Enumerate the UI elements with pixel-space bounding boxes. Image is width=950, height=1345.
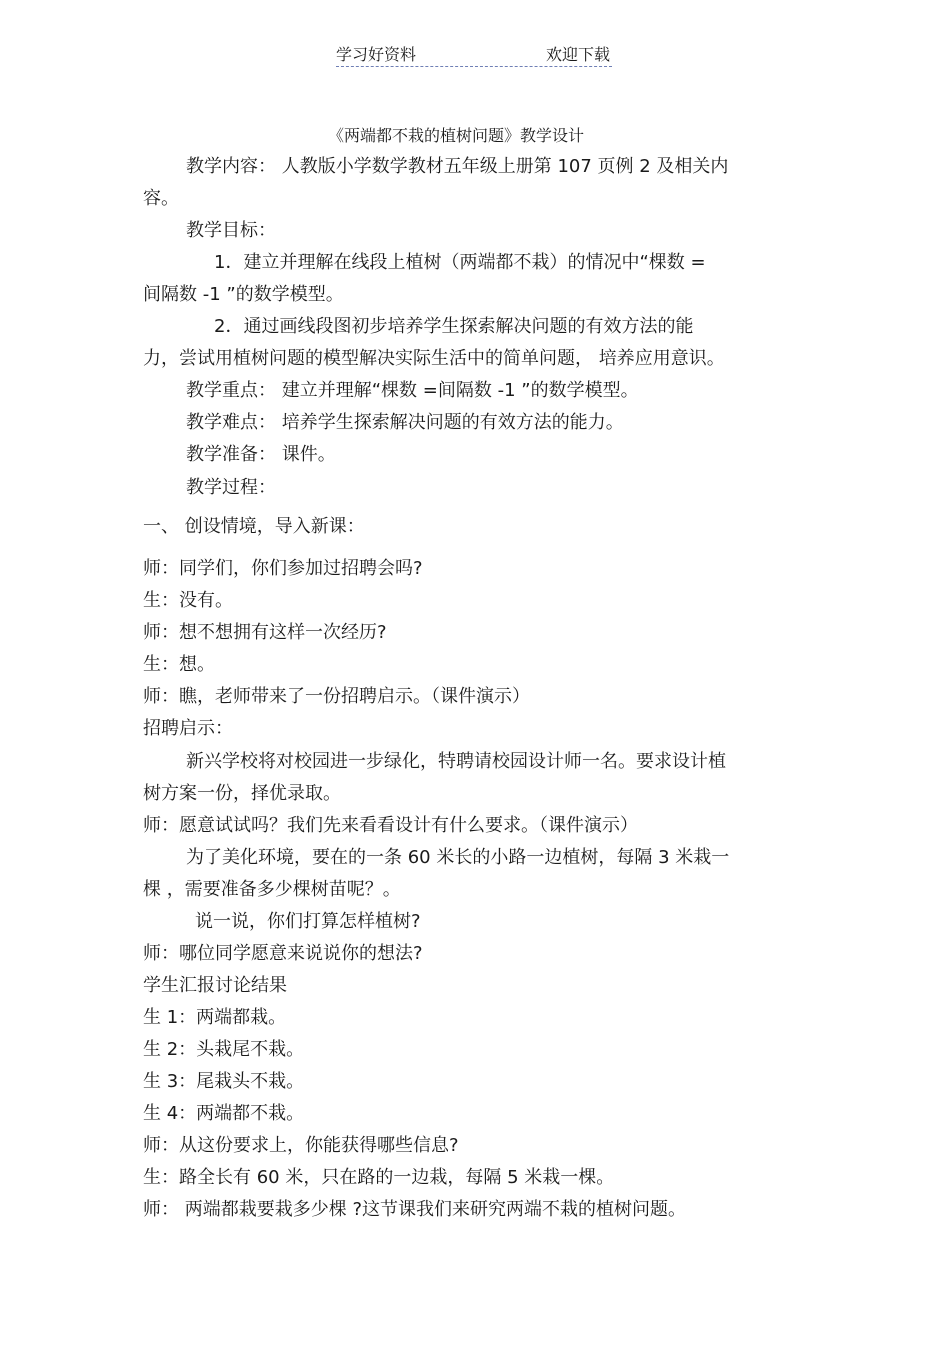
paragraph-line: 容。 <box>143 188 179 209</box>
paragraph-line: 棵 ，需要准备多少棵树苗呢？。 <box>143 879 401 900</box>
paragraph-line: 1．建立并理解在线段上植树（两端都不栽）的情况中“棵数 = <box>214 252 706 273</box>
dialogue-line: 生 4：两端都不栽。 <box>143 1103 305 1124</box>
dialogue-line: 师：愿意试试吗？我们先来看看设计有什么要求。（课件演示） <box>143 815 638 836</box>
dialogue-line: 生：没有。 <box>143 590 233 611</box>
paragraph-line: 学生汇报讨论结果 <box>143 975 287 996</box>
dialogue-line: 师：同学们，你们参加过招聘会吗? <box>143 558 423 579</box>
paragraph-line: 为了美化环境，要在的一条 60 米长的小路一边植树，每隔 3 米栽一 <box>186 847 730 868</box>
dialogue-line: 师：想不想拥有这样一次经历? <box>143 622 387 643</box>
dialogue-line: 生 3：尾栽头不栽。 <box>143 1071 305 1092</box>
page-header <box>336 42 612 67</box>
header-right-text: 欢迎下载 <box>545 45 610 64</box>
paragraph-line: 树方案一份，择优录取。 <box>143 783 341 804</box>
document-title: 《两端都不栽的植树问题》教学设计 <box>328 126 585 145</box>
paragraph-line: 力，尝试用植树问题的模型解决实际生活中的简单问题， 培养应用意识。 <box>143 348 725 369</box>
paragraph-line: 说一说，你们打算怎样植树? <box>195 911 421 932</box>
section-heading: 一、 创设情境，导入新课： <box>143 516 365 537</box>
paragraph-line: 新兴学校将对校园进一步绿化，特聘请校园设计师一名。要求设计植 <box>186 751 726 772</box>
dialogue-line: 师：哪位同学愿意来说说你的想法? <box>143 943 423 964</box>
paragraph-line: 教学目标： <box>186 220 276 241</box>
paragraph-line: 教学准备： 课件。 <box>186 444 336 465</box>
paragraph-line: 招聘启示： <box>143 718 233 739</box>
paragraph-line: 教学难点： 培养学生探索解决问题的有效方法的能力。 <box>186 412 624 433</box>
dialogue-line: 生 1：两端都栽。 <box>143 1007 287 1028</box>
dialogue-line: 生 2：头栽尾不栽。 <box>143 1039 305 1060</box>
paragraph-line: 间隔数 -1 ”的数学模型。 <box>143 284 344 305</box>
dialogue-line: 生：想。 <box>143 654 215 675</box>
header-left-text: 学习好资料 <box>336 45 417 64</box>
dialogue-line: 师： 两端都栽要栽多少棵 ?这节课我们来研究两端不栽的植树问题。 <box>143 1199 686 1220</box>
paragraph-line: 2．通过画线段图初步培养学生探索解决问题的有效方法的能 <box>214 316 694 337</box>
dialogue-line: 生：路全长有 60 米，只在路的一边栽，每隔 5 米栽一棵。 <box>143 1167 615 1188</box>
paragraph-line: 教学内容： 人教版小学数学教材五年级上册第 107 页例 2 及相关内 <box>186 156 729 177</box>
dialogue-line: 师：瞧，老师带来了一份招聘启示。（课件演示） <box>143 686 530 707</box>
paragraph-line: 教学过程： <box>186 477 276 498</box>
paragraph-line: 教学重点： 建立并理解“棵数 =间隔数 -1 ”的数学模型。 <box>186 380 639 401</box>
dialogue-line: 师：从这份要求上，你能获得哪些信息? <box>143 1135 459 1156</box>
